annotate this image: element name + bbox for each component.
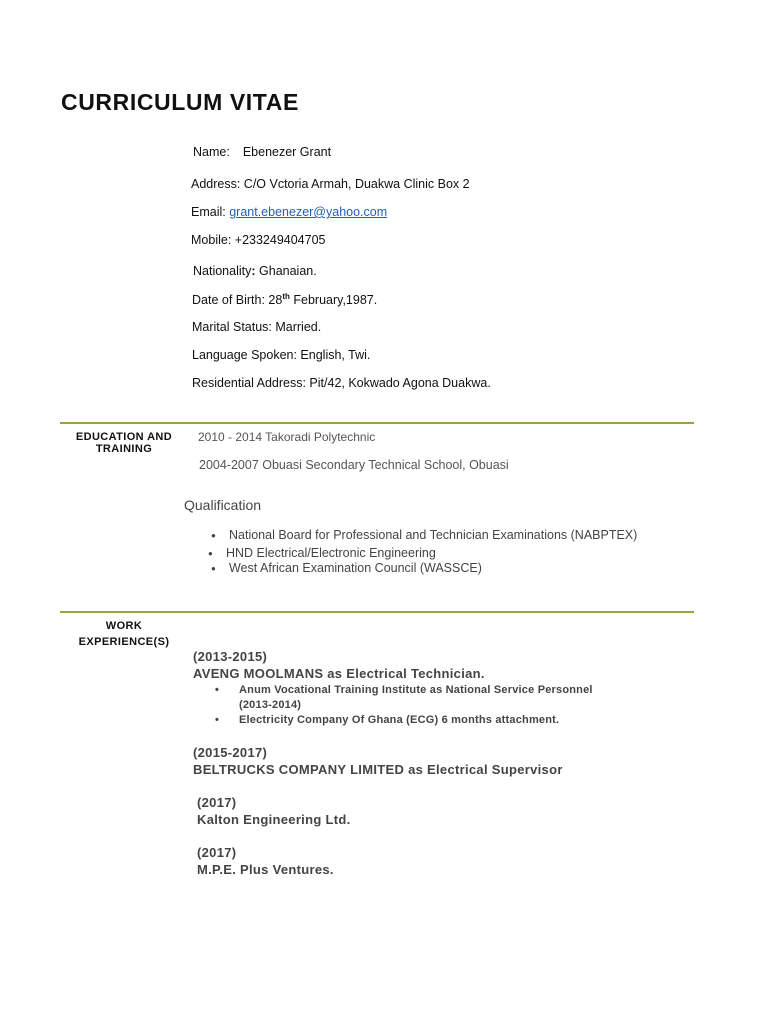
email-link[interactable]: grant.ebenezer@yahoo.com bbox=[229, 205, 388, 219]
job-period: (2017) bbox=[197, 845, 237, 860]
bullet-icon: • bbox=[215, 684, 220, 696]
job-title: Kalton Engineering Ltd. bbox=[197, 812, 351, 827]
job-period: (2015-2017) bbox=[193, 745, 268, 760]
name-label: Name: bbox=[193, 145, 230, 159]
work-label-line2: EXPERIENCE(S) bbox=[78, 636, 170, 648]
job-detail: • Electricity Company Of Ghana (ECG) 6 months attachment. bbox=[215, 714, 560, 726]
dob-row bbox=[192, 292, 377, 307]
education-entry: 2010 - 2014 Takoradi Polytechnic bbox=[198, 430, 376, 444]
education-label-line1: EDUCATION AND bbox=[75, 431, 173, 443]
work-section-label bbox=[66, 618, 182, 650]
residential-row: Residential Address: Pit/42, Kokwado Agona Duakwa. bbox=[192, 376, 491, 390]
bullet-icon: • bbox=[215, 714, 220, 726]
email-label: Email: bbox=[191, 205, 226, 219]
nationality-colon: : bbox=[251, 264, 256, 278]
job-title: M.P.E. Plus Ventures. bbox=[197, 862, 334, 877]
name-value: Ebenezer Grant bbox=[242, 145, 332, 159]
email-row bbox=[191, 205, 387, 219]
education-section-label bbox=[66, 431, 182, 455]
education-label-line2: TRAINING bbox=[95, 443, 153, 455]
mobile-row: Mobile: +233249404705 bbox=[191, 233, 326, 247]
document-title: CURRICULUM VITAE bbox=[61, 89, 299, 115]
job-title: AVENG MOOLMANS as Electrical Technician. bbox=[193, 666, 485, 681]
bullet-icon: ● bbox=[208, 549, 213, 559]
section-divider bbox=[60, 611, 694, 613]
nationality-row bbox=[193, 264, 317, 278]
job-detail: (2013-2014) bbox=[239, 699, 302, 711]
work-label-line1: WORK bbox=[105, 620, 143, 632]
nationality-label: Nationality bbox=[193, 264, 252, 278]
qualification-item: ● National Board for Professional and Technician Examinations (NABPTEX) bbox=[211, 528, 638, 542]
dob-sup: th bbox=[282, 292, 290, 301]
qualification-heading: Qualification bbox=[184, 497, 262, 513]
job-detail: • Anum Vocational Training Institute as National Service Personnel bbox=[215, 684, 593, 696]
education-entry: 2004-2007 Obuasi Secondary Technical School, Obuasi bbox=[199, 458, 509, 472]
language-row: Language Spoken: English, Twi. bbox=[192, 348, 371, 362]
nationality-value: Ghanaian. bbox=[255, 264, 317, 278]
dob-prefix: Date of Birth: 28 bbox=[192, 293, 283, 308]
dob-suffix: February,1987. bbox=[289, 293, 378, 308]
bullet-icon: ● bbox=[211, 564, 216, 574]
qualification-item: ● HND Electrical/Electronic Engineering bbox=[208, 546, 436, 560]
marital-row: Marital Status: Married. bbox=[192, 320, 322, 334]
address-row: Address: C/O Vctoria Armah, Duakwa Clinic Box 2 bbox=[191, 177, 470, 191]
job-title: BELTRUCKS COMPANY LIMITED as Electrical Supervisor bbox=[193, 762, 563, 777]
section-divider bbox=[60, 422, 694, 424]
qualification-item: ● West African Examination Council (WASSCE) bbox=[211, 561, 482, 575]
job-period: (2017) bbox=[197, 795, 237, 810]
bullet-icon: ● bbox=[211, 531, 216, 541]
name-row bbox=[193, 145, 331, 159]
job-period: (2013-2015) bbox=[193, 649, 268, 664]
